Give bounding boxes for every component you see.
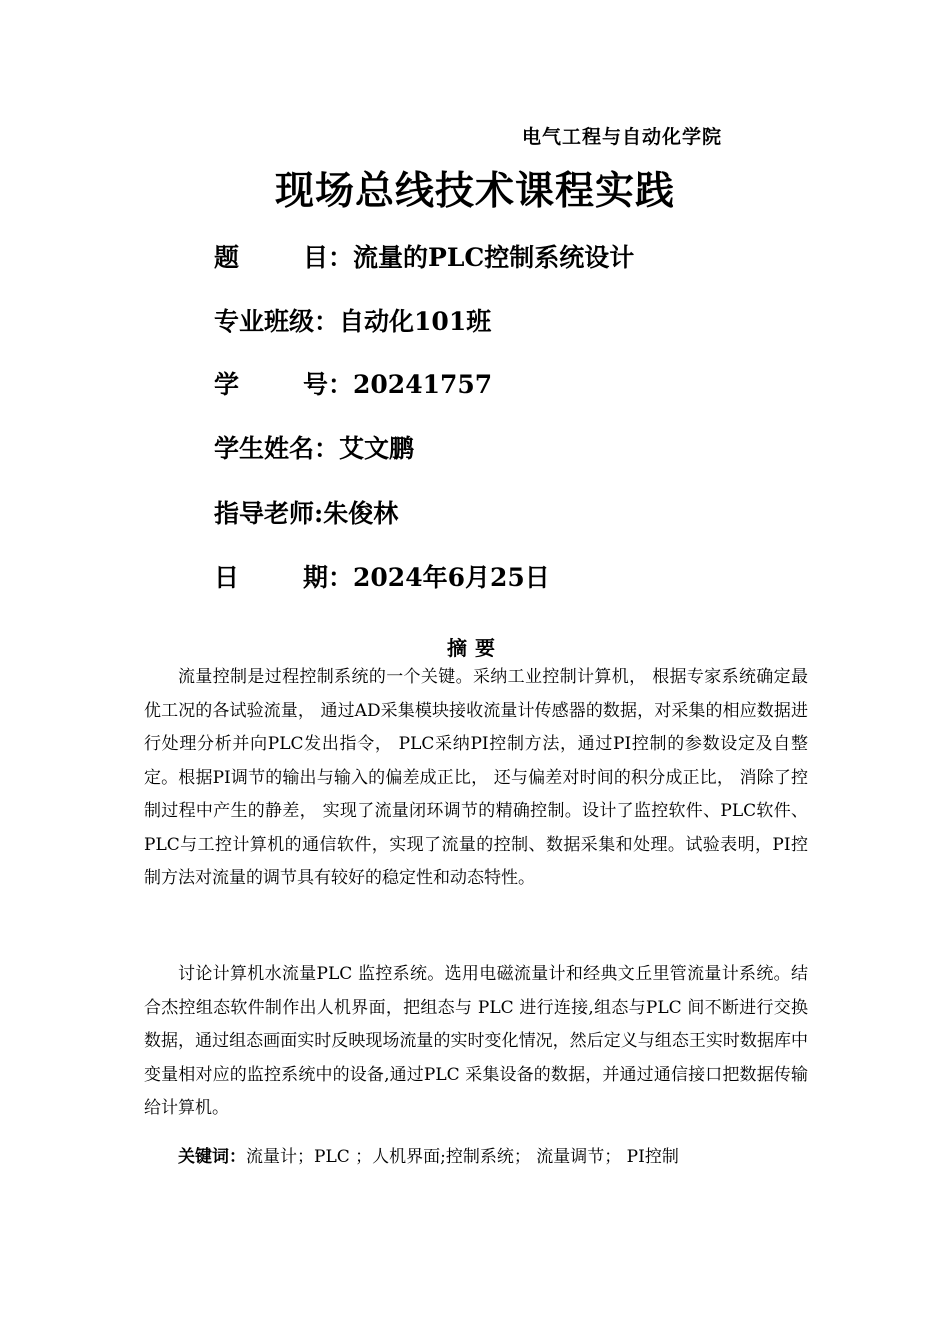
info-name-label: 学生姓名 [214,434,315,463]
info-student-id-value: 20241757 [353,370,493,399]
info-topic-value: 流量的PLC控制系统设计 [353,243,635,272]
info-class-value: 自动化101班 [339,307,492,336]
college-name: 电气工程与自动化学院 [521,126,722,148]
abstract-heading: 摘要 [447,636,503,660]
info-date: 日 期 ：2024年6月25日 [214,561,550,595]
info-student-id: 学 号 ：20241757 [214,368,492,402]
info-date-value: 2024年6月25日 [353,563,550,592]
info-date-label: 日 期 [214,563,328,592]
keywords-value: 流量计；PLC ；人机界面;控制系统； 流量调节； PI控制 [246,1147,679,1167]
info-class: 专业班级：自动化101班 [214,305,491,339]
keywords-label: 关键词： [178,1147,246,1167]
course-title: 现场总线技术课程实践 [274,168,675,214]
keywords-line [178,1142,679,1167]
info-advisor-value: 朱俊林 [323,499,399,528]
info-topic-label: 题 目 [214,243,328,272]
abstract-paragraph-1: 流量控制是过程控制系统的一个关键。采纳工业控制计算机， 根据专家系统确定最优工况的各试验流量， 通过AD采集模块接收流量计传感器的数据，对采集的相应数据进行处理分析并向PLC发出指令， PLC采纳PI控制方法，通过PI控制的参数设定及自整定。根据PI调节的输出与输入的偏差成正比， 还与偏差对时间的积分成正比， 消除了控制过程中产生的静差， 实现了流量闭环调节的精确控制。设计了监控软件、PLC软件、PLC与工控计算机的通信软件，实现了流量的控制、数据采集和处理。试验表明，PI控制方法对流量的调节具有较好的稳定性和动态特性。 [144,667,808,888]
info-advisor: 指导老师:朱俊林 [214,497,398,531]
info-name: 学生姓名：艾文鹏 [214,432,414,466]
info-topic: 题 目 ：流量的PLC控制系统设计 [214,241,634,275]
info-name-value: 艾文鹏 [339,434,415,463]
abstract-paragraph-2: 讨论计算机水流量PLC 监控系统。选用电磁流量计和经典文丘里管流量计系统。结合杰控组态软件制作出人机界面，把组态与 PLC 进行连接,组态与PLC 间不断进行交换数据，通过组态画面实时反映现场流量的实时变化情况，然后定义与组态王实时数据库中变量相对应的监控系统中的设备,通过PLC 采集设备的数据，并通过通信接口把数据传输给计算机。 [144,964,808,1118]
info-advisor-label: 指导老师 [214,499,315,528]
info-student-id-label: 学 号 [214,370,328,399]
info-class-label: 专业班级 [214,307,315,336]
